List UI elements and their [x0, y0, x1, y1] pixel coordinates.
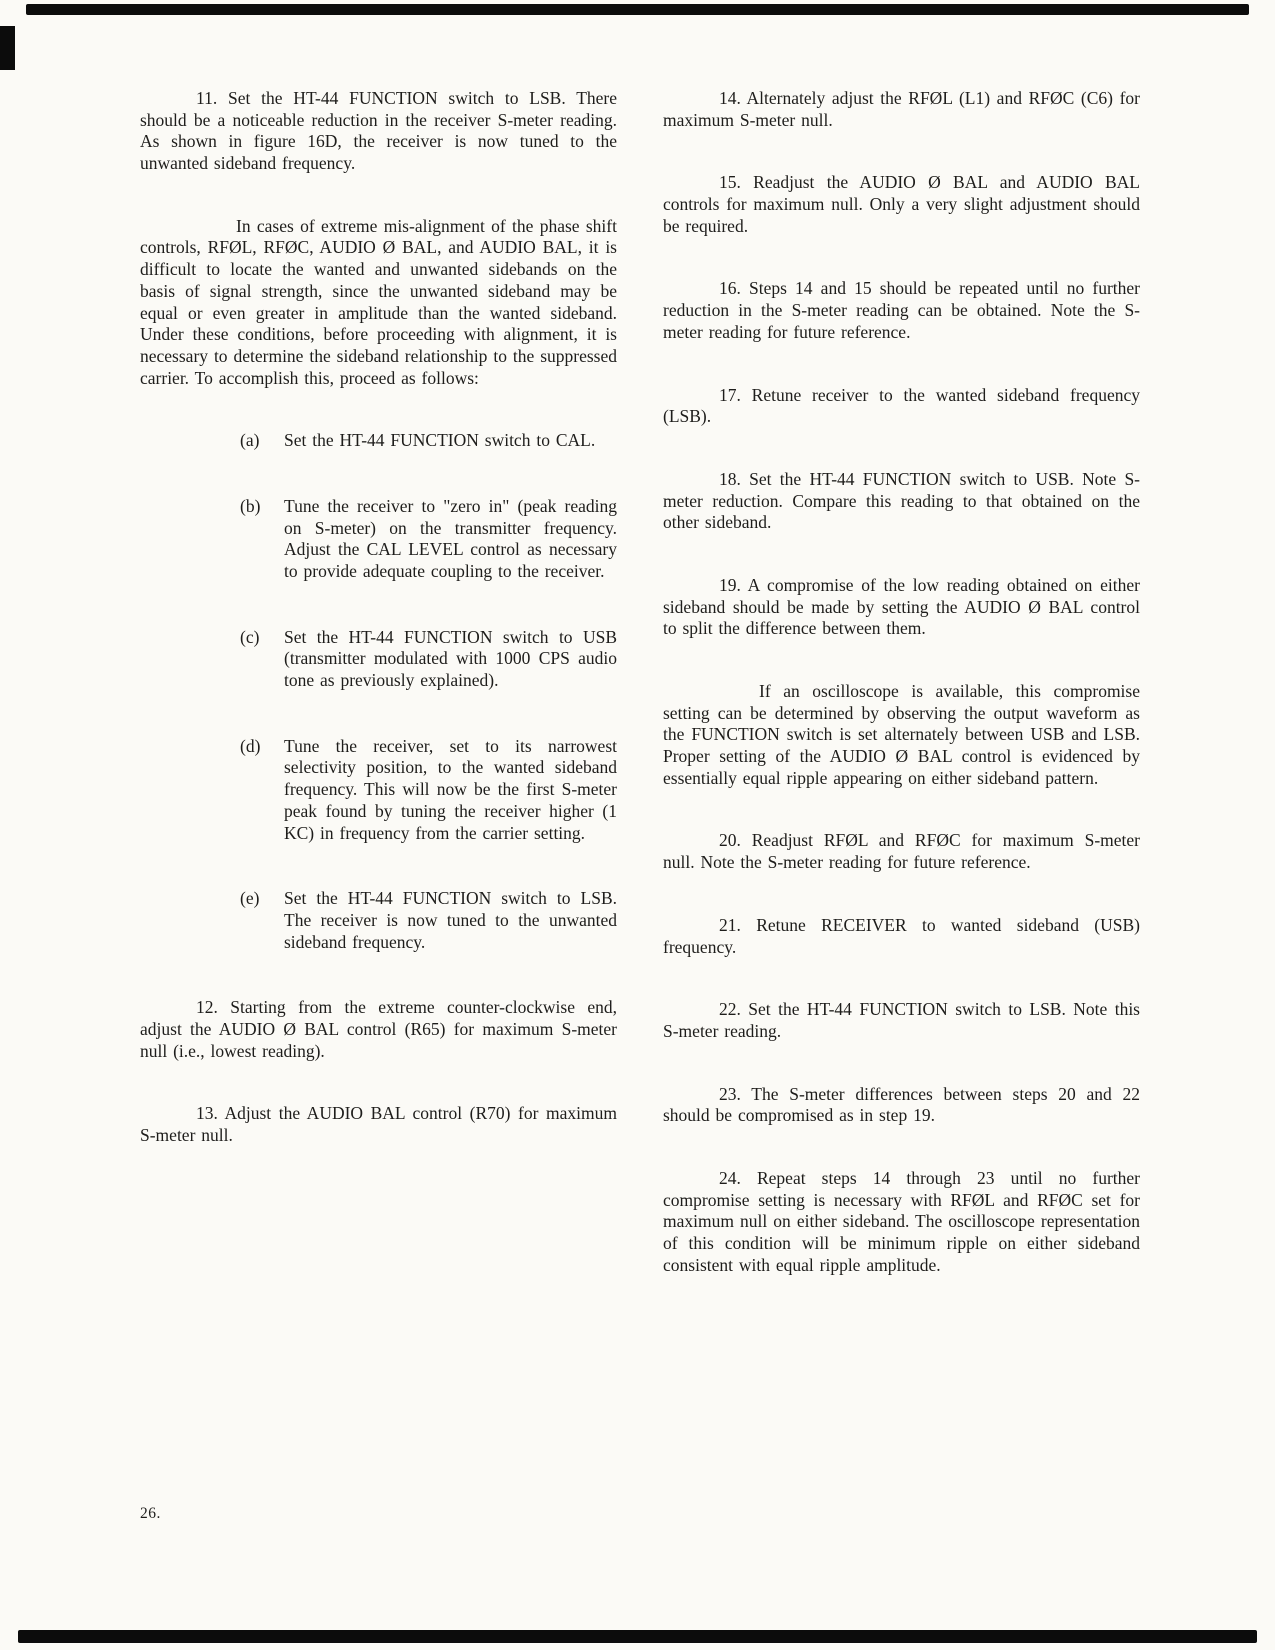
scan-artifact-bottom-bar — [18, 1630, 1257, 1643]
step-14-paragraph: 14. Alternately adjust the RFØL (L1) and RFØC (C6) for maximum S-meter null. — [663, 88, 1140, 130]
substep-b-text: Tune the receiver to "zero in" (peak reading on S-meter) on the transmitter frequency. Adjust the CAL LEVEL control as necessary to provide adequate coupling to the receiver. — [284, 495, 617, 581]
step-24-paragraph: 24. Repeat steps 14 through 23 until no further compromise setting is necessary with RFØL and RFØC set for maximum null on either sideband. The oscilloscope representation of this condition will be minimum ripple on either sideband consistent with equal ripple amplitude. — [663, 1167, 1140, 1275]
left-column — [140, 88, 617, 1317]
step-17-paragraph: 17. Retune receiver to the wanted sideband frequency (LSB). — [663, 384, 1140, 427]
step-22-paragraph: 22. Set the HT-44 FUNCTION switch to LSB. Note this S-meter reading. — [663, 999, 1140, 1041]
step-23-paragraph: 23. The S-meter differences between steps 20 and 22 should be compromised as in step 19. — [663, 1083, 1140, 1126]
substep-b-label: (b) — [240, 495, 261, 516]
substep-c-text: Set the HT-44 FUNCTION switch to USB (transmitter modulated with 1000 CPS audio tone as previously explained). — [284, 626, 617, 691]
substep-d-text: Tune the receiver, set to its narrowest selectivity position, to the wanted sideband frequency. This will now be the first S-meter peak found by tuning the receiver higher (1 KC) in frequency from the carrier setting. — [284, 735, 617, 843]
note-paragraph: In cases of extreme mis-alignment of the phase shift controls, RFØL, RFØC, AUDIO Ø BAL, and AUDIO BAL, it is difficult to locate the wanted and unwanted sidebands on the basis of signal strength, since the unwanted sideband may be equal or even greater in amplitude than the wanted sideband. Under these conditions, before proceeding with alignment, it is necessary to determine the sideband relationship to the suppressed carrier. To accomplish this, proceed as follows: — [140, 215, 617, 388]
substep-d — [240, 736, 617, 844]
substep-a — [240, 430, 617, 452]
substep-e-label: (e) — [240, 888, 260, 909]
substep-c-label: (c) — [240, 626, 260, 647]
step-19-paragraph: 19. A compromise of the low reading obtained on either sideband should be made by setting the AUDIO Ø BAL control to split the difference between them. — [663, 574, 1140, 639]
substep-a-label: (a) — [240, 430, 260, 451]
substep-e — [240, 888, 617, 953]
step-15-paragraph: 15. Readjust the AUDIO Ø BAL and AUDIO BAL controls for maximum null. Only a very slight adjustment should be required. — [663, 172, 1140, 236]
oscilloscope-note-paragraph: If an oscilloscope is available, this compromise setting can be determined by observing the output waveform as the FUNCTION switch is set alternately between USB and LSB. Proper setting of the AUDIO Ø BAL control is evidenced by essentially equal ripple appearing on either sideband pattern. — [663, 681, 1140, 788]
page-number: 26. — [140, 1505, 161, 1522]
step-11-paragraph: 11. Set the HT-44 FUNCTION switch to LSB. There should be a noticeable reduction in the receiver S-meter reading. As shown in figure 16D, the receiver is now tuned to the unwanted sideband frequency. — [140, 88, 617, 174]
scan-artifact-left-mark — [0, 26, 15, 70]
step-13-paragraph: 13. Adjust the AUDIO BAL control (R70) for maximum S-meter null. — [140, 1103, 617, 1145]
step-21-paragraph: 21. Retune RECEIVER to wanted sideband (USB) frequency. — [663, 914, 1140, 957]
scan-artifact-top-bar — [26, 4, 1249, 15]
step-20-paragraph: 20. Readjust RFØL and RFØC for maximum S-meter null. Note the S-meter reading for future reference. — [663, 830, 1140, 873]
step-18-paragraph: 18. Set the HT-44 FUNCTION switch to USB. Note S-meter reduction. Compare this reading to that obtained on the other sideband. — [663, 468, 1140, 533]
right-column — [663, 88, 1140, 1317]
substep-c — [240, 627, 617, 692]
substep-e-text: Set the HT-44 FUNCTION switch to LSB. The receiver is now tuned to the unwanted sideband frequency. — [284, 888, 617, 952]
step-16-paragraph: 16. Steps 14 and 15 should be repeated until no further reduction in the S-meter reading can be obtained. Note the S-meter reading for future reference. — [663, 278, 1140, 342]
substep-d-label: (d) — [240, 735, 261, 756]
step-12-paragraph: 12. Starting from the extreme counter-clockwise end, adjust the AUDIO Ø BAL control (R65) for maximum S-meter null (i.e., lowest reading). — [140, 997, 617, 1061]
substep-b — [240, 496, 617, 583]
substep-a-text: Set the HT-44 FUNCTION switch to CAL. — [284, 430, 596, 451]
two-column-text-body — [140, 88, 1140, 1317]
